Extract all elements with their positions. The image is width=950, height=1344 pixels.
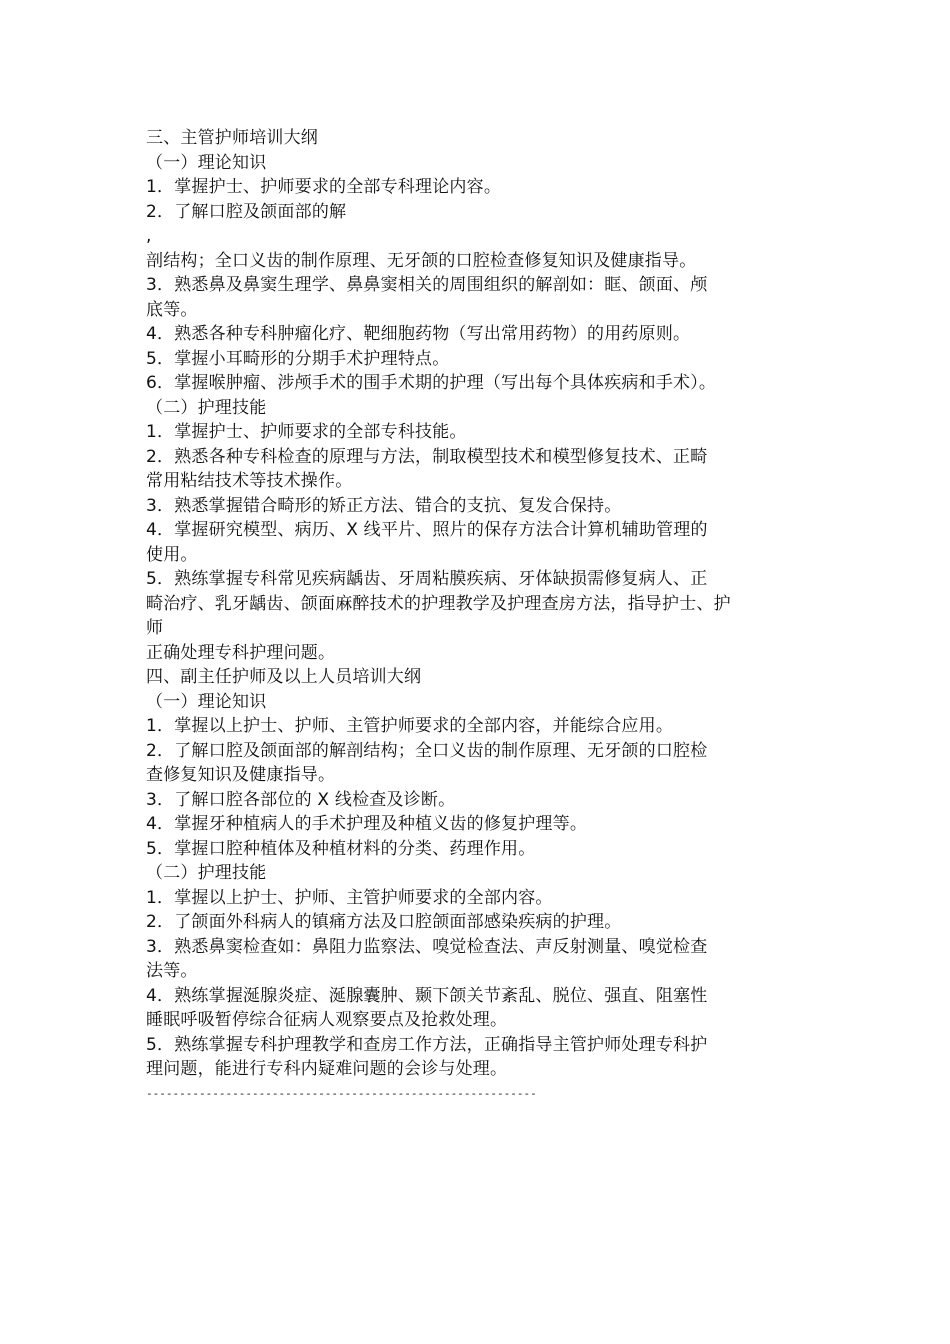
- list-item: 4．掌握牙种植病人的手术护理及种植义齿的修复护理等。: [146, 814, 588, 834]
- subsection-heading: （一）理论知识: [146, 152, 267, 173]
- list-item: 5．熟练掌握专科常见疾病龋齿、牙周粘膜疾病、牙体缺损需修复病人、正: [146, 569, 708, 589]
- list-item: 1．掌握以上护士、护师、主管护师要求的全部内容，并能综合应用。: [146, 716, 674, 736]
- list-item-continuation: 师: [146, 618, 164, 638]
- separator-line: -----------------------------------------------------------: [146, 1086, 537, 1100]
- list-item: 2．了解口腔及颌面部的解: [146, 201, 347, 222]
- list-item: 5．掌握口腔种植体及种植材料的分类、药理作用。: [146, 838, 536, 859]
- list-item: 6．掌握喉肿瘤、涉颅手术的围手术期的护理（写出每个具体疾病和手术）。: [146, 373, 717, 393]
- list-item: 2．了颌面外科病人的镇痛方法及口腔颌面部感染疾病的护理。: [146, 912, 622, 932]
- list-item-continuation: 正确处理专科护理问题。: [146, 642, 336, 663]
- list-item: 2．了解口腔及颌面部的解剖结构；全口义齿的制作原理、无牙颌的口腔检: [146, 740, 708, 761]
- list-item-continuation: 理问题，能进行专科内疑难问题的会诊与处理。: [146, 1059, 508, 1079]
- list-item: 3．熟悉鼻及鼻窦生理学、鼻鼻窦相关的周围组织的解剖如：眶、颌面、颅: [146, 275, 708, 295]
- list-item-continuation: 查修复知识及健康指导。: [146, 765, 336, 785]
- list-item-continuation: 使用。: [146, 544, 198, 565]
- list-item: 4．熟悉各种专科肿瘤化疗、靶细胞药物（写出常用药物）的用药原则。: [146, 324, 691, 344]
- list-item: 4．熟练掌握涎腺炎症、涎腺囊肿、颞下颌关节紊乱、脱位、强直、阻塞性: [146, 985, 708, 1006]
- list-item: 1．掌握护士、护师要求的全部专科理论内容。: [146, 177, 502, 197]
- list-item-continuation: 剖结构；全口义齿的制作原理、无牙颌的口腔检查修复知识及健康指导。: [146, 250, 697, 271]
- list-item: 1．掌握护士、护师要求的全部专科技能。: [146, 422, 467, 442]
- list-item: 3．熟悉掌握错合畸形的矫正方法、错合的支抗、复发合保持。: [146, 495, 622, 516]
- stray-comma: ,: [146, 226, 152, 246]
- document-body: [146, 126, 846, 1106]
- list-item-continuation: 底等。: [146, 299, 198, 320]
- list-item-continuation: 法等。: [146, 961, 198, 981]
- list-item: 3．了解口腔各部位的 X 线检查及诊断。: [146, 789, 456, 810]
- subsection-heading: （二）护理技能: [146, 397, 267, 418]
- subsection-heading: （二）护理技能: [146, 863, 267, 883]
- list-item-continuation: 畸治疗、乳牙龋齿、颌面麻醉技术的护理教学及护理查房方法，指导护士、护: [146, 593, 731, 614]
- section-heading-4: 四、副主任护师及以上人员培训大纲: [146, 667, 422, 687]
- list-item: 1．掌握以上护士、护师、主管护师要求的全部内容。: [146, 887, 553, 908]
- list-item: 2．熟悉各种专科检查的原理与方法，制取模型技术和模型修复技术、正畸: [146, 446, 708, 467]
- list-item-continuation: 睡眠呼吸暂停综合征病人观察要点及抢救处理。: [146, 1010, 508, 1030]
- section-heading-3: 三、主管护师培训大纲: [146, 128, 318, 148]
- list-item: 3．熟悉鼻窦检查如：鼻阻力监察法、嗅觉检查法、声反射测量、嗅觉检查: [146, 936, 708, 957]
- list-item-continuation: 常用粘结技术等技术操作。: [146, 471, 353, 491]
- subsection-heading: （一）理论知识: [146, 691, 267, 712]
- list-item: 5．熟练掌握专科护理教学和查房工作方法，正确指导主管护师处理专科护: [146, 1034, 708, 1055]
- list-item: 4．掌握研究模型、病历、X 线平片、照片的保存方法合计算机辅助管理的: [146, 520, 708, 540]
- list-item: 5．掌握小耳畸形的分期手术护理特点。: [146, 348, 450, 369]
